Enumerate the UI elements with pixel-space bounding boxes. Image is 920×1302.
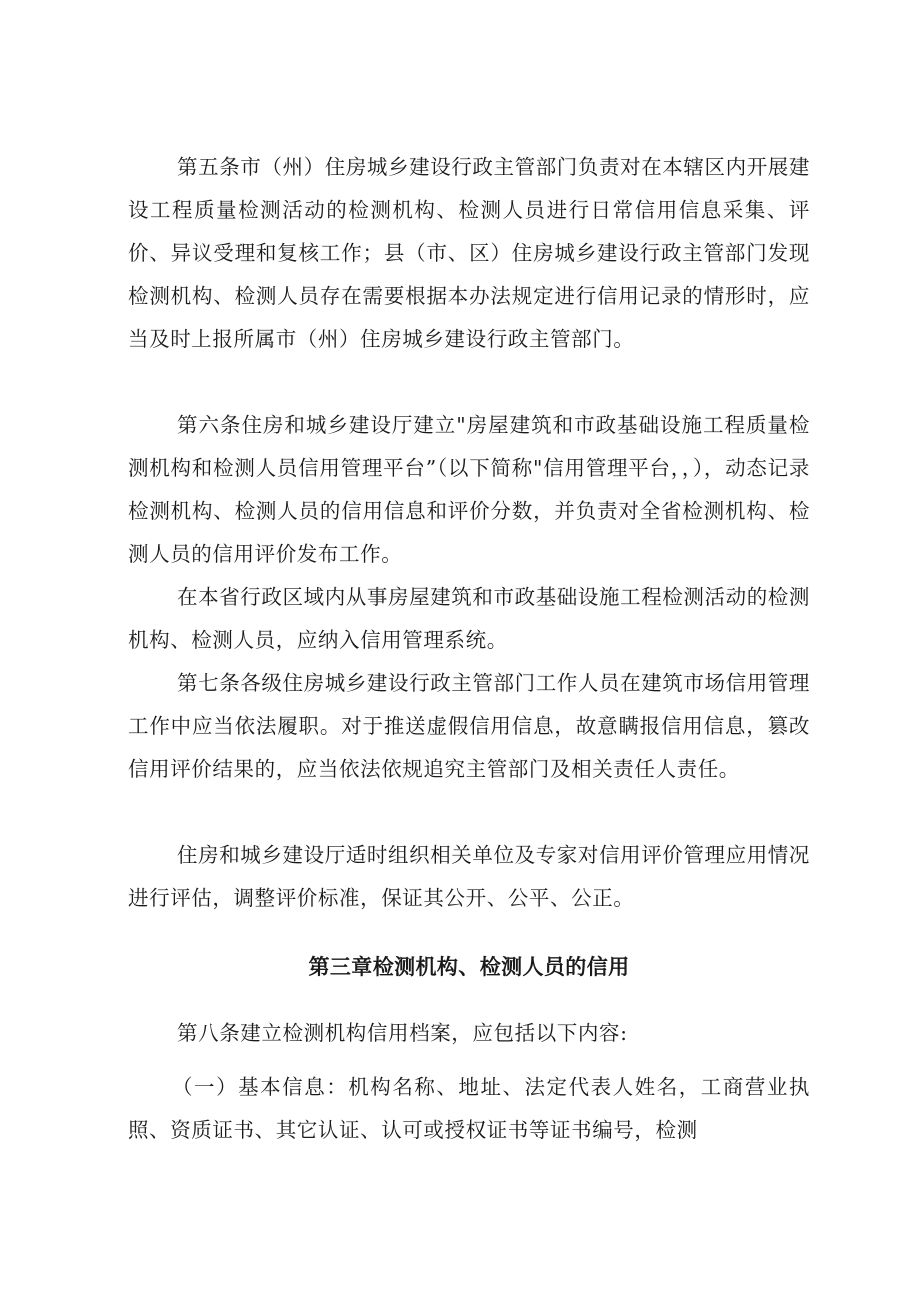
article-7-paragraph: 第七条各级住房城乡建设行政主管部门工作人员在建筑市场信用管理工作中应当依法履职。对于推送虚假信用信息，故意瞒报信用信息，篡改信用评价结果的，应当依法依规追究主管部门及相关责任人责任。	[128, 671, 810, 781]
article-5-paragraph: 第五条市（州）住房城乡建设行政主管部门负责对在本辖区内开展建设工程质量检测活动的检测机构、检测人员进行日常信用信息采集、评价、异议受理和复核工作；县（市、区）住房城乡建设行政主管部门发现检测机构、检测人员存在需要根据本办法规定进行信用记录的情形时，应当及时上报所属市（州）住房城乡建设行政主管部门。	[128, 155, 810, 351]
article-6-paragraph: 第六条住房和城乡建设厅建立"房屋建筑和市政基础设施工程质量检测机构和检测人员信用管理平台”（以下简称"信用管理平台，，），动态记录检测机构、检测人员的信用信息和评价分数，并负责对全省检测机构、检测人员的信用评价发布工作。	[128, 413, 810, 566]
scope-paragraph: 在本省行政区域内从事房屋建筑和市政基础设施工程检测活动的检测机构、检测人员，应纳入信用管理系统。	[128, 585, 810, 652]
evaluation-paragraph: 住房和城乡建设厅适时组织相关单位及专家对信用评价管理应用情况进行评估，调整评价标准，保证其公开、公平、公正。	[128, 843, 810, 910]
article-8-paragraph: 第八条建立检测机构信用档案，应包括以下内容:	[177, 1021, 628, 1045]
chapter-3-heading: 第三章检测机构、检测人员的信用	[308, 955, 630, 979]
basic-info-item: （一）基本信息：机构名称、地址、法定代表人姓名，工商营业执照、资质证书、其它认证、认可或授权证书等证书编号，检测	[128, 1075, 810, 1142]
